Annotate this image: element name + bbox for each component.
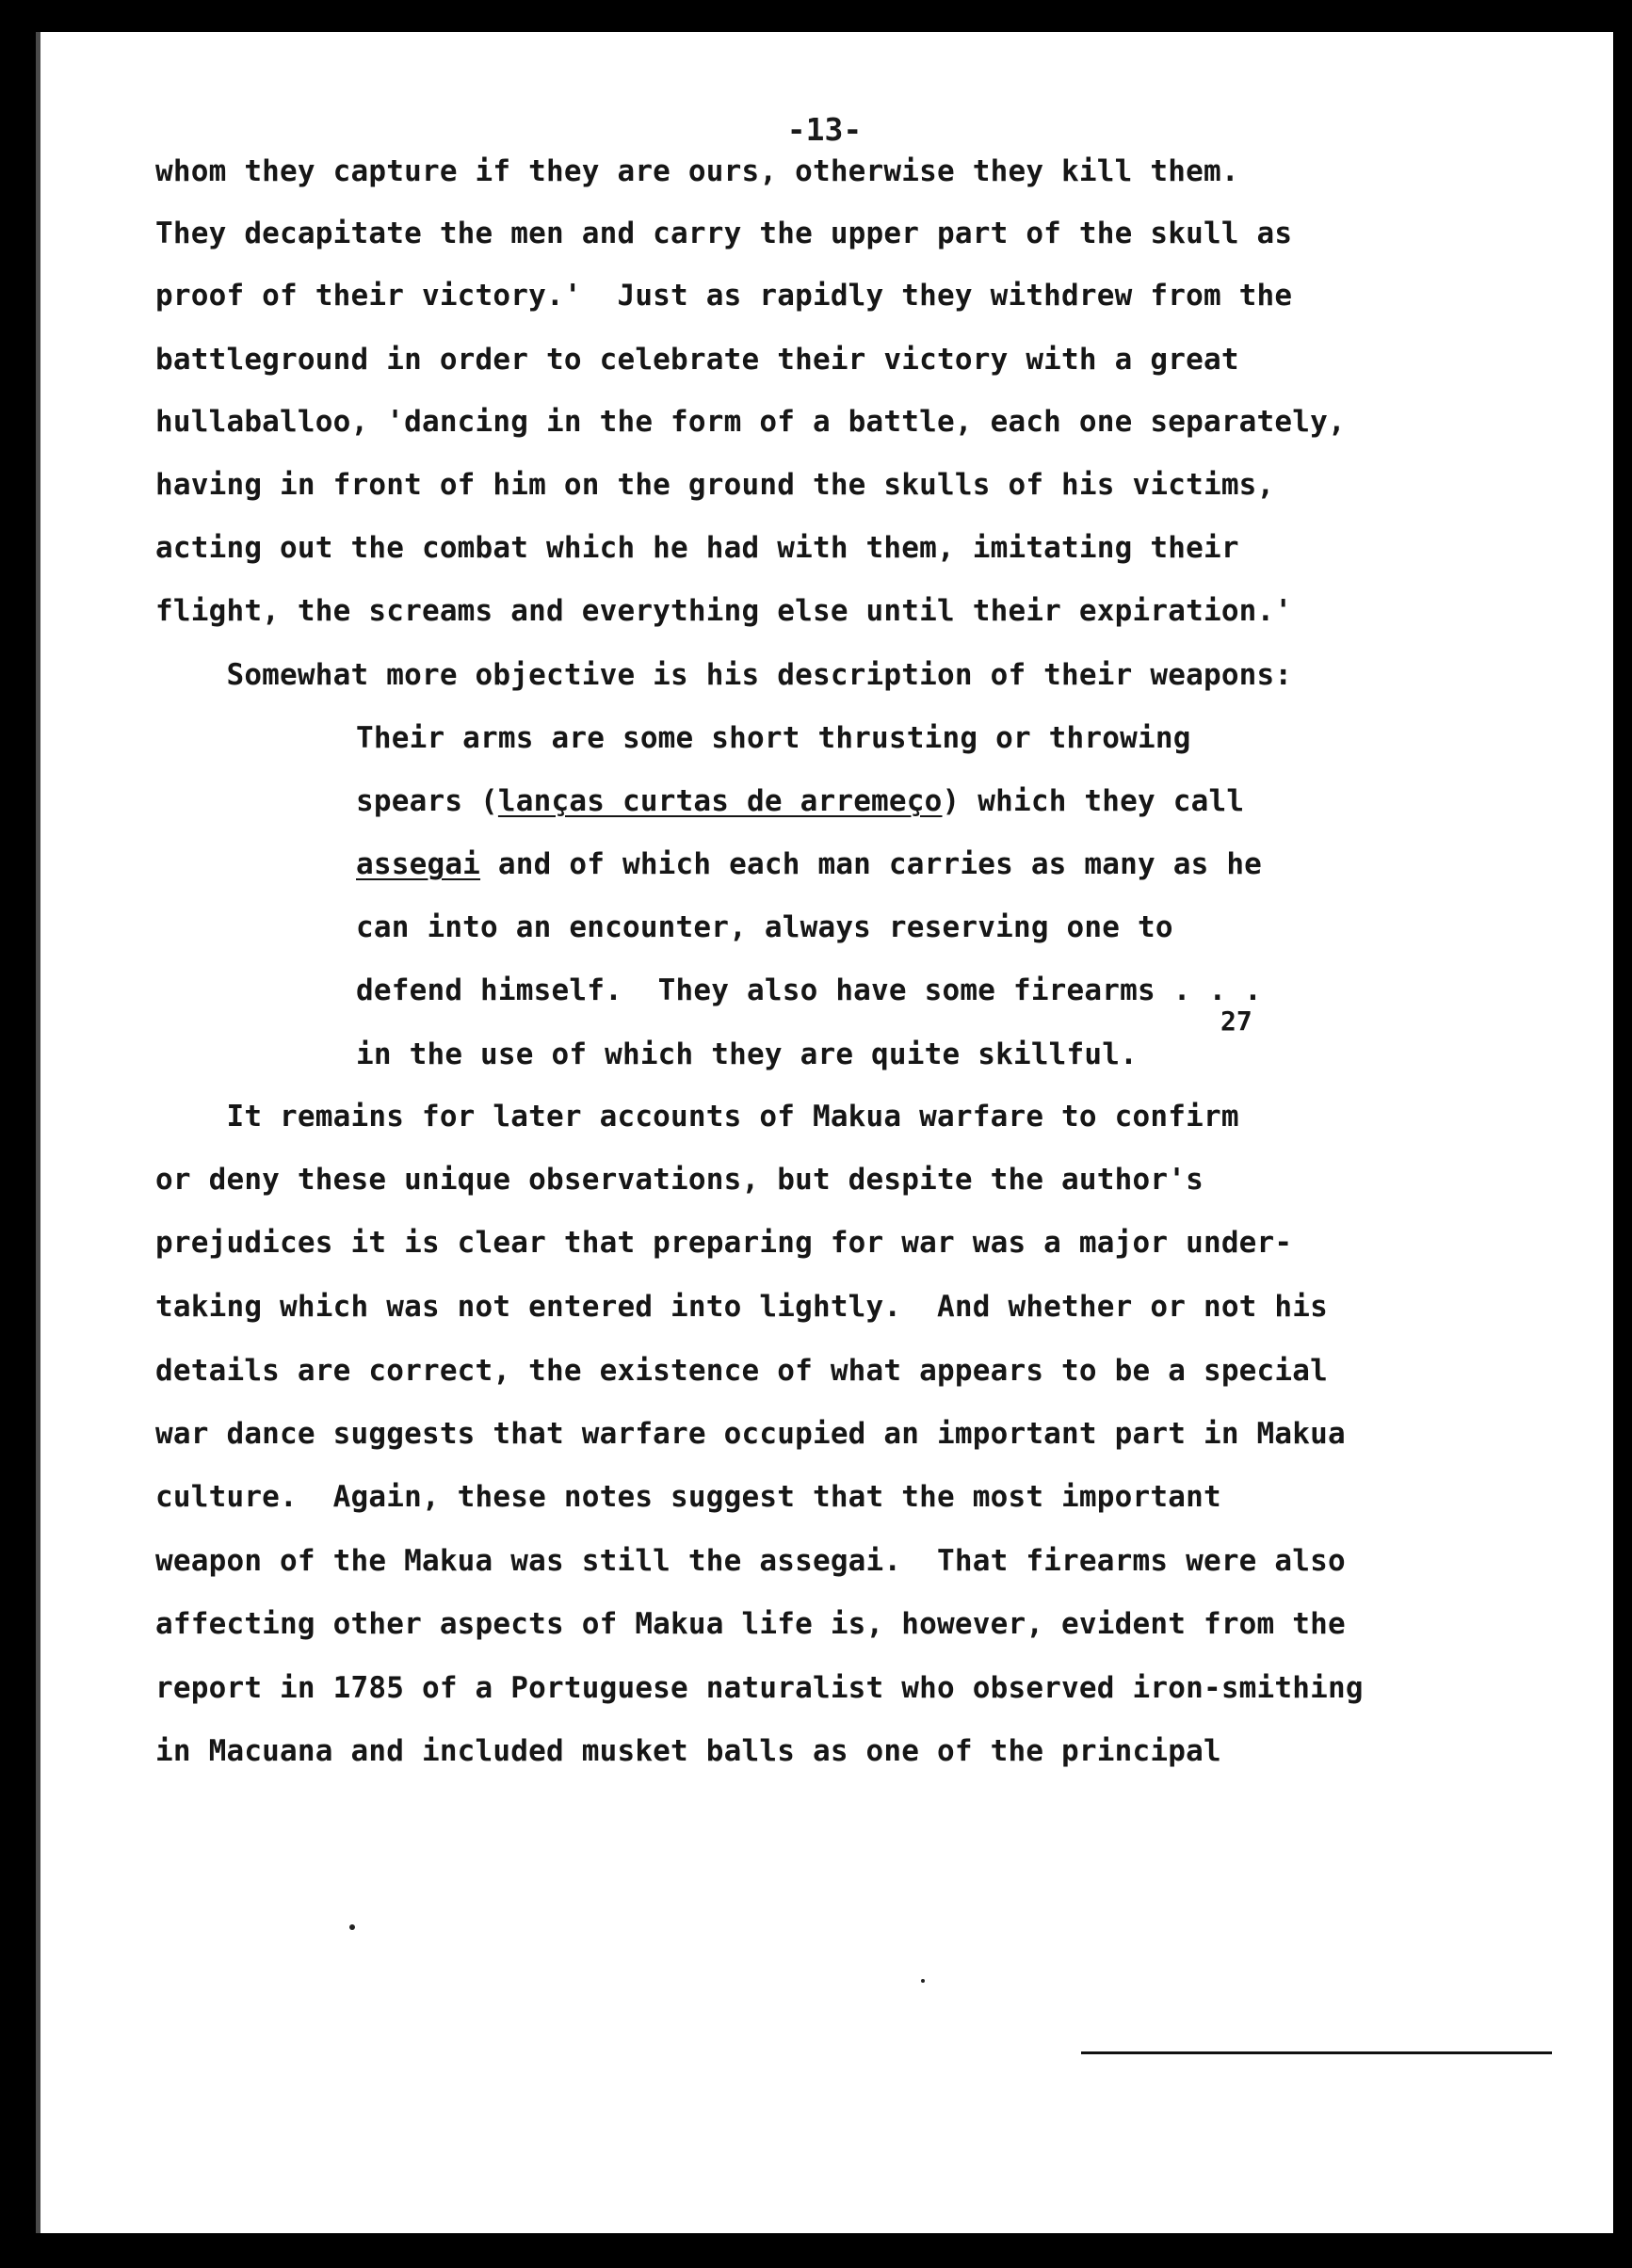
quote-line: defend himself. They also have some firearms . . .	[356, 973, 1263, 1007]
footnote-rule	[1081, 2051, 1552, 2054]
quote-line: Their arms are some short thrusting or throwing	[356, 721, 1191, 755]
body-line: affecting other aspects of Makua life is, however, evident from the	[155, 1607, 1346, 1641]
body-line: or deny these unique observations, but despite the author's	[155, 1163, 1204, 1197]
body-line: war dance suggests that warfare occupied an important part in Makua	[155, 1417, 1346, 1451]
body-line: culture. Again, these notes suggest that the most important	[155, 1480, 1221, 1514]
quote-line: in the use of which they are quite skillful.	[356, 1037, 1138, 1071]
body-line: Somewhat more objective is his description of their weapons:	[155, 658, 1293, 692]
body-line: prejudices it is clear that preparing for war was a major under-	[155, 1226, 1293, 1260]
body-line: acting out the combat which he had with them, imitating their	[155, 531, 1239, 565]
quote-line: can into an encounter, always reserving one to	[356, 910, 1173, 944]
page-number: -13-	[786, 111, 863, 148]
body-line: proof of their victory.' Just as rapidly they withdrew from the	[155, 279, 1293, 313]
quote-text: spears (	[356, 784, 498, 818]
scan-speck	[349, 1924, 355, 1930]
quote-line	[356, 784, 1244, 818]
body-line: whom they capture if they are ours, otherwise they kill them.	[155, 154, 1239, 188]
body-line: details are correct, the existence of what appears to be a special	[155, 1354, 1328, 1388]
quote-line	[356, 847, 1262, 881]
body-line: weapon of the Makua was still the assegai. That firearms were also	[155, 1544, 1346, 1578]
body-line: report in 1785 of a Portuguese naturalist who observed iron-smithing	[155, 1671, 1364, 1705]
body-line: taking which was not entered into lightly. And whether or not his	[155, 1290, 1328, 1324]
body-line: having in front of him on the ground the skulls of his victims,	[155, 468, 1275, 502]
scan-speck	[921, 1979, 925, 1983]
underlined-term: lanças curtas de arremeço	[497, 784, 943, 818]
document-page	[36, 32, 1613, 2233]
body-line: hullaballoo, 'dancing in the form of a battle, each one separately,	[155, 405, 1346, 439]
quote-text: ) which they call	[942, 784, 1245, 818]
quote-text: and of which each man carries as many as he	[480, 847, 1263, 881]
body-line: It remains for later accounts of Makua warfare to confirm	[155, 1100, 1239, 1134]
underlined-term: assegai	[356, 847, 481, 881]
page-edge-line	[36, 32, 40, 2233]
body-line: flight, the screams and everything else until their expiration.'	[155, 594, 1293, 628]
body-line: They decapitate the men and carry the upper part of the skull as	[155, 217, 1293, 250]
footnote-reference: 27	[1220, 1005, 1252, 1037]
body-line: battleground in order to celebrate their victory with a great	[155, 343, 1239, 377]
body-line: in Macuana and included musket balls as one of the principal	[155, 1734, 1221, 1768]
